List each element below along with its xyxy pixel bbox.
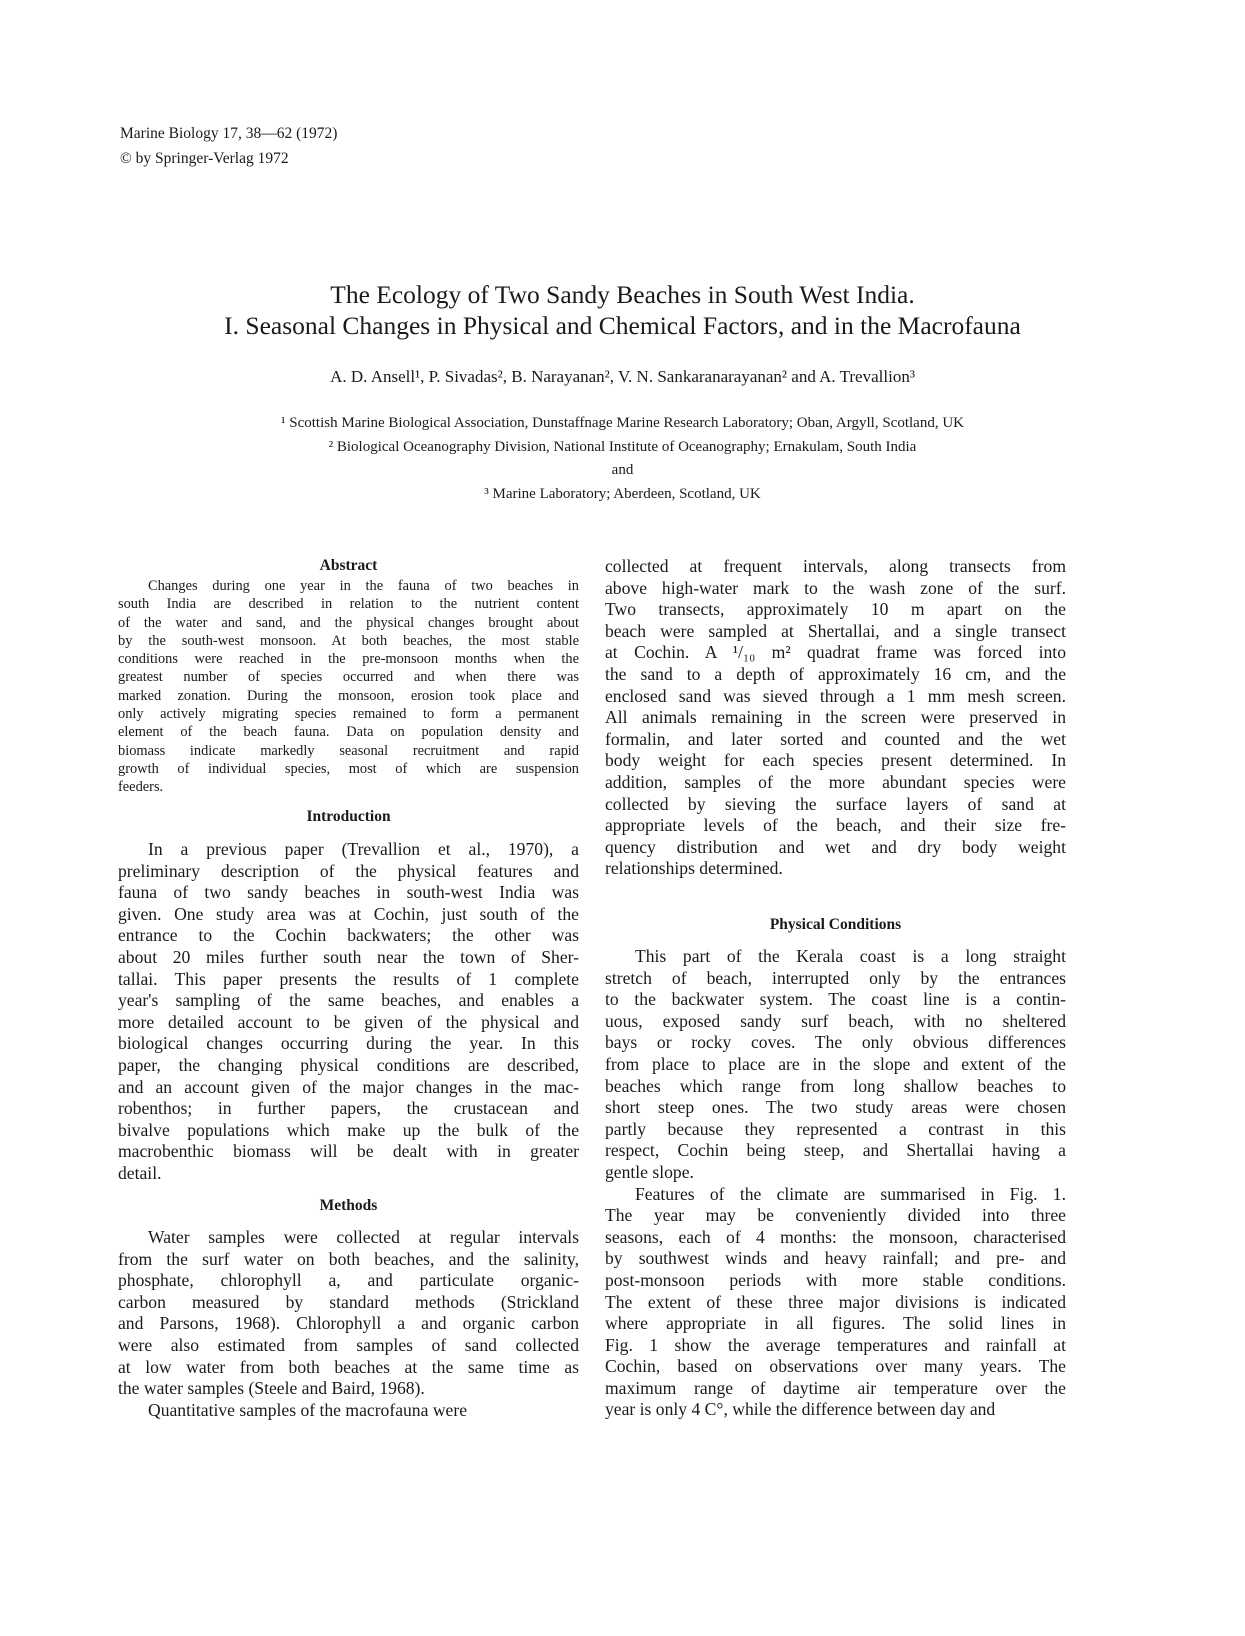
text-line: enclosed sand was sieved through a 1 mm mesh screen. <box>605 685 1066 706</box>
text-line: at Cochin. A ¹/₁₀ m² quadrat frame was forced into <box>605 642 1066 663</box>
text-line: the water samples (Steele and Baird, 1968). <box>118 1378 425 1399</box>
text-line: seasons, each of 4 months: the monsoon, characterised <box>605 1226 1066 1247</box>
text-line: The year may be conveniently divided into three <box>605 1205 1066 1226</box>
text-line: Features of the climate are summarised in Fig. 1. <box>635 1183 1066 1204</box>
text-line: bivalve populations which make up the bulk of the <box>118 1119 579 1140</box>
text-line: short steep ones. The two study areas were chosen <box>605 1097 1066 1118</box>
affiliation-2: ² Biological Oceanography Division, National Institute of Oceanography; Ernakulam, South India <box>328 438 917 455</box>
text-line: relationships determined. <box>605 858 783 879</box>
text-line: above high-water mark to the wash zone of the surf. <box>605 577 1066 598</box>
text-line: Two transects, approximately 10 m apart on the <box>605 599 1066 620</box>
abstract-body <box>118 577 579 797</box>
copyright: © by Springer-Verlag 1972 <box>120 150 289 167</box>
text-line: addition, samples of the more abundant species were <box>605 771 1066 792</box>
methods-continued-body <box>605 556 1066 880</box>
text-line: body weight for each species present determined. In <box>605 750 1066 771</box>
text-line: by southwest winds and heavy rainfall; and pre- and <box>605 1248 1066 1269</box>
text-line: macrobenthic biomass will be dealt with in greater <box>118 1141 579 1162</box>
title-line-1: The Ecology of Two Sandy Beaches in South West India. <box>330 280 915 309</box>
text-line: year is only 4 C°, while the difference between day and <box>605 1399 996 1420</box>
text-line: post-monsoon periods with more stable conditions. <box>605 1269 1066 1290</box>
text-line: formalin, and later sorted and counted and the wet <box>605 728 1066 749</box>
affiliation-3: ³ Marine Laboratory; Aberdeen, Scotland, UK <box>484 486 761 503</box>
journal-citation: Marine Biology 17, 38—62 (1972) <box>120 125 338 142</box>
text-line: and an account given of the major changes in the mac- <box>118 1076 579 1097</box>
introduction-heading: Introduction <box>306 808 391 825</box>
text-line: Changes during one year in the fauna of two beaches in <box>148 578 579 594</box>
text-line: beach were sampled at Shertallai, and a single transect <box>605 620 1066 641</box>
text-line: Quantitative samples of the macrofauna were <box>148 1399 467 1420</box>
text-line: entrance to the Cochin backwaters; the other was <box>118 925 579 946</box>
text-line: The extent of these three major divisions is indicated <box>605 1291 1066 1312</box>
text-line: and Parsons, 1968). Chlorophyll a and organic carbon <box>118 1313 579 1334</box>
text-line: the sand to a depth of approximately 16 cm, and the <box>605 663 1066 684</box>
text-line: by the south-west monsoon. At both beaches, the most stable <box>118 632 579 649</box>
text-line: bays or rocky coves. The only obvious differences <box>605 1032 1066 1053</box>
authors: A. D. Ansell¹, P. Sivadas², B. Narayanan², V. N. Sankaranarayanan² and A. Trevallion³ <box>330 367 915 386</box>
text-line: of the water and sand, and the physical changes brought about <box>118 614 579 631</box>
text-line: gentle slope. <box>605 1161 694 1182</box>
text-line: growth of individual species, most of which are suspension <box>118 760 579 777</box>
text-line: phosphate, chlorophyll a, and particulate organic- <box>118 1270 579 1291</box>
methods-body <box>118 1227 579 1421</box>
affiliations <box>0 412 1245 507</box>
text-line: fauna of two sandy beaches in south-west India was <box>118 882 579 903</box>
affiliation-and: and <box>611 462 634 479</box>
text-line: conditions were reached in the pre-monsoon months when the <box>118 651 579 668</box>
title-line-2: I. Seasonal Changes in Physical and Chemical Factors, and in the Macrofauna <box>224 311 1021 340</box>
text-line: about 20 miles further south near the town of Sher- <box>118 946 579 967</box>
text-line: preliminary description of the physical features and <box>118 860 579 881</box>
text-line: where appropriate in all figures. The solid lines in <box>605 1313 1066 1334</box>
text-line: Fig. 1 show the average temperatures and rainfall at <box>605 1334 1066 1355</box>
text-line: Cochin, based on observations over many years. The <box>605 1356 1066 1377</box>
text-line: paper, the changing physical conditions are described, <box>118 1054 579 1075</box>
affiliation-1: ¹ Scottish Marine Biological Association, Dunstaffnage Marine Research Laboratory; Oban, Argyll, Scotland, UK <box>281 415 964 431</box>
text-line: robenthos; in further papers, the crustacean and <box>118 1098 579 1119</box>
text-line: biomass indicate markedly seasonal recruitment and rapid <box>118 742 579 759</box>
text-line: uous, exposed sandy surf beach, with no sheltered <box>605 1010 1066 1031</box>
text-line: feeders. <box>118 779 164 796</box>
text-line: collected by sieving the surface layers of sand at <box>605 793 1066 814</box>
text-line: greatest number of species occurred and when there was <box>118 669 579 686</box>
introduction-body <box>118 839 579 1185</box>
text-line: given. One study area was at Cochin, just south of the <box>118 903 579 924</box>
text-line: quency distribution and wet and dry body weight <box>605 836 1066 857</box>
text-line: from the surf water on both beaches, and the salinity, <box>118 1248 579 1269</box>
text-line: tallai. This paper presents the results of 1 complete <box>118 968 579 989</box>
text-line: to the backwater system. The coast line is a contin- <box>605 989 1066 1010</box>
text-line: only actively migrating species remained to form a permanent <box>118 706 579 723</box>
text-line: collected at frequent intervals, along transects from <box>605 556 1066 576</box>
physical-conditions-heading: Physical Conditions <box>769 916 902 933</box>
text-line: This part of the Kerala coast is a long straight <box>635 946 1066 966</box>
text-line: year's sampling of the same beaches, and enables a <box>118 990 579 1011</box>
text-line: All animals remaining in the screen were preserved in <box>605 707 1066 728</box>
text-line: element of the beach fauna. Data on population density and <box>118 724 579 741</box>
text-line: biological changes occurring during the year. In this <box>118 1033 579 1054</box>
text-line: Water samples were collected at regular intervals <box>148 1227 579 1247</box>
text-line: detail. <box>118 1162 162 1183</box>
text-line: beaches which range from long shallow beaches to <box>605 1075 1066 1096</box>
text-line: at low water from both beaches at the same time as <box>118 1356 579 1377</box>
methods-heading: Methods <box>319 1197 378 1214</box>
text-line: were also estimated from samples of sand collected <box>118 1334 579 1355</box>
text-line: from place to place are in the slope and extent of the <box>605 1053 1066 1074</box>
text-line: respect, Cochin being steep, and Shertallai having a <box>605 1140 1066 1161</box>
text-line: south India are described in relation to the nutrient content <box>118 596 579 613</box>
text-line: more detailed account to be given of the physical and <box>118 1011 579 1032</box>
text-line: In a previous paper (Trevallion et al., 1970), a <box>148 839 579 859</box>
text-line: carbon measured by standard methods (Strickland <box>118 1291 579 1312</box>
physical-conditions-body <box>605 946 1066 1421</box>
text-line: appropriate levels of the beach, and their size fre- <box>605 815 1066 836</box>
text-line: partly because they represented a contrast in this <box>605 1118 1066 1139</box>
text-line: maximum range of daytime air temperature over the <box>605 1377 1066 1398</box>
text-line: stretch of beach, interrupted only by the entrances <box>605 967 1066 988</box>
abstract-heading: Abstract <box>319 557 378 574</box>
text-line: marked zonation. During the monsoon, erosion took place and <box>118 687 579 704</box>
